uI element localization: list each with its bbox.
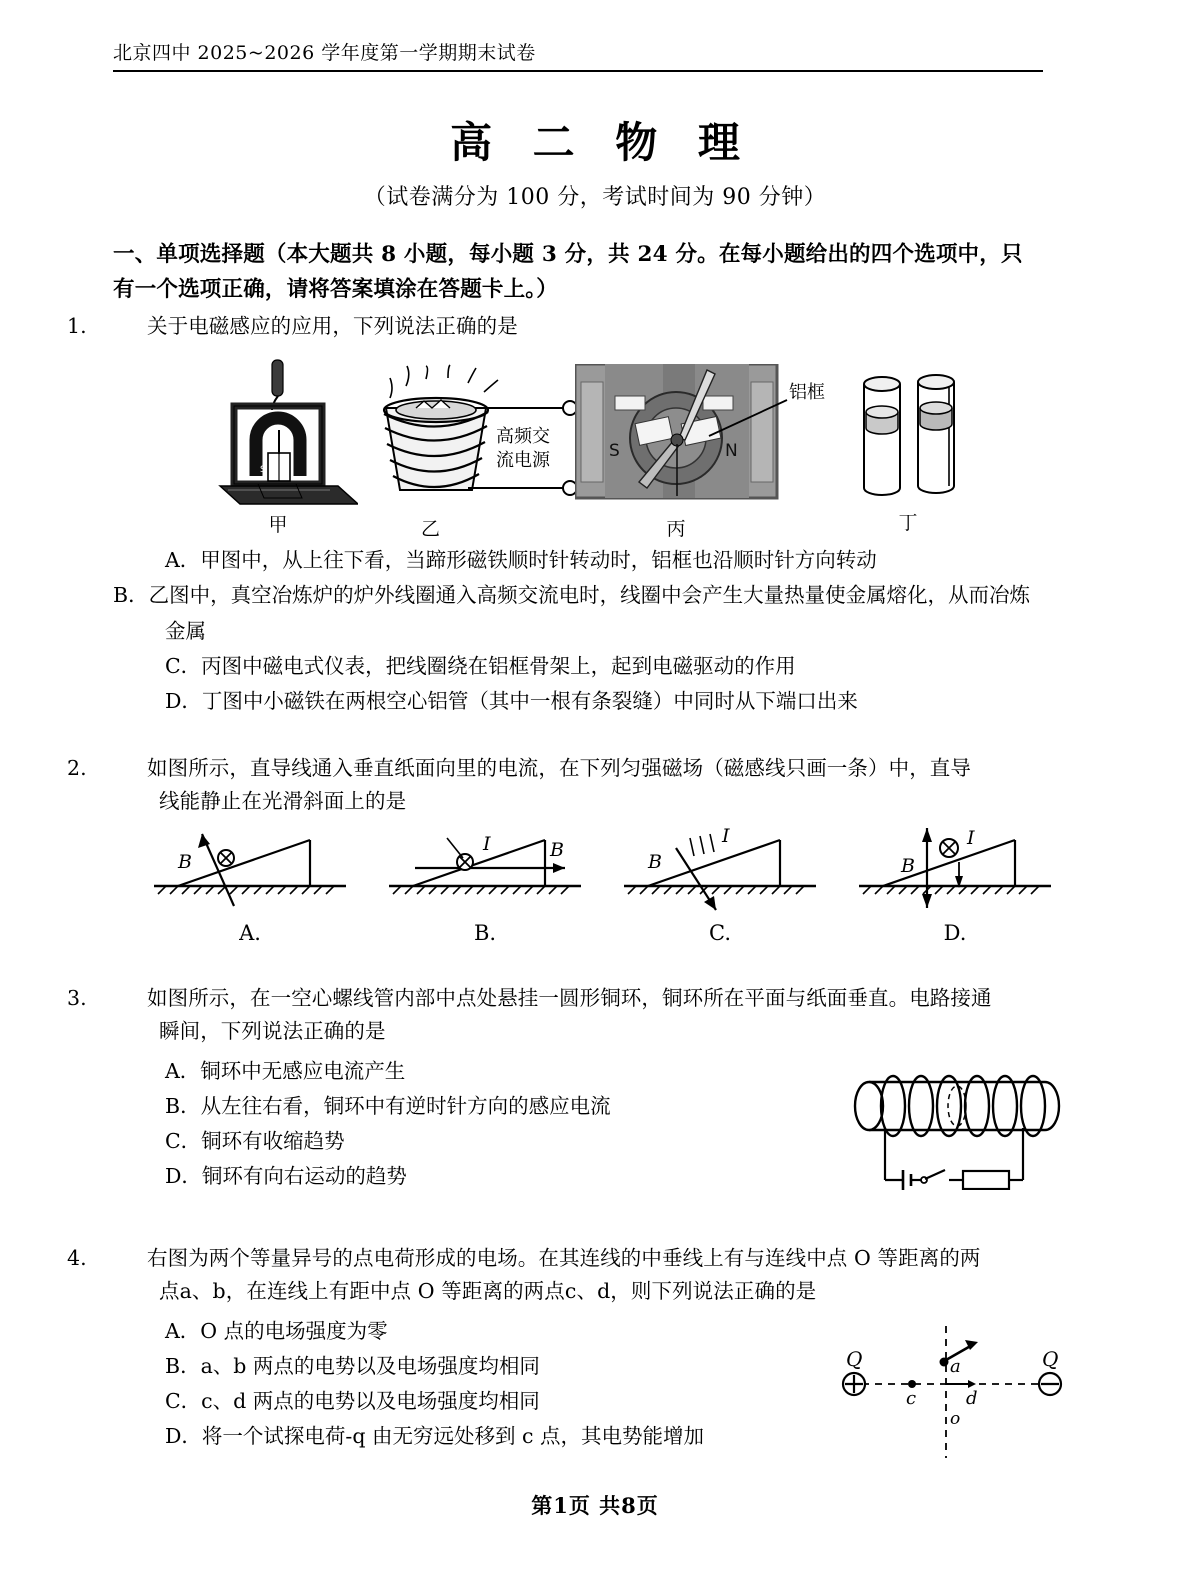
question-4-option-d: D．将一个试探电荷-q 由无穷远处移到 c 点，其电势能增加 [165, 1424, 705, 1449]
question-1-options [113, 543, 1048, 719]
question-4-text-1: 右图为两个等量异号的点电荷形成的电场。在其连线的中垂线上有与连线中点 O 等距离的两 [147, 1246, 981, 1270]
right-charge-label: Q [1042, 1347, 1059, 1371]
point-c-label: c [906, 1388, 917, 1409]
page-header [113, 42, 1043, 72]
question-2-number: 2. [67, 756, 87, 780]
figure-jia [198, 358, 358, 537]
question-3-stem-line-2: 瞬间，下列说法正确的是 [159, 1018, 386, 1043]
q2b-I-label: I [483, 833, 491, 855]
question-2-stem-line-1 [67, 752, 1048, 785]
question-4-figure [828, 1318, 1078, 1468]
question-4-stem-line-1 [67, 1242, 1048, 1275]
left-charge-label: Q [846, 1347, 863, 1371]
school-exam-line: 北京四中 2025~2026 学年度第一学期期末试卷 [113, 42, 536, 64]
figure-yi-caption: 乙 [420, 518, 440, 540]
question-2-stem-line-2: 线能静止在光滑斜面上的是 [159, 788, 407, 813]
figure-bing-caption: 丙 [666, 518, 686, 540]
q2-option-d-caption: D. [943, 921, 967, 945]
question-4-number: 4. [67, 1246, 87, 1270]
question-1-option-d: D．丁图中小磁铁在两根空心铝管（其中一根有条裂缝）中同时从下端口出来 [165, 689, 858, 713]
point-o-label: o [950, 1409, 961, 1429]
question-1-option-a: A．甲图中，从上往下看，当蹄形磁铁顺时针转动时，铝框也沿顺时针方向转动 [165, 548, 877, 572]
question-4-stem-line-2: 点a、b，在连线上有距中点 O 等距离的两点c、d，则下列说法正确的是 [159, 1278, 817, 1303]
figure-ding-caption: 丁 [898, 512, 918, 534]
question-1-figures [113, 358, 1048, 540]
ac-source-label-line1: 高频交 [496, 426, 550, 447]
q2d-B-label: B [901, 855, 915, 877]
question-1-option-b: B．乙图中，真空冶炼炉的炉外线圈通入高频交流电时，线圈中会产生大量热量使金属熔化，从而冶炼金属 [113, 583, 1031, 643]
magnet-pole-s-label: S [260, 465, 266, 475]
question-3-option-b: B．从左往右看，铜环中有逆时针方向的感应电流 [165, 1093, 611, 1118]
page-title: 高 二 物 理 [450, 118, 753, 167]
figure-jia-caption: 甲 [268, 514, 288, 536]
question-3-option-a: A．铜环中无感应电流产生 [165, 1058, 406, 1083]
figure-q2-c [620, 820, 820, 945]
header-divider [113, 70, 1043, 72]
pole-n-label: N [725, 441, 738, 461]
question-3-option-c: C．铜环有收缩趋势 [165, 1129, 345, 1154]
question-3-option-d: D．铜环有向右运动的趋势 [165, 1164, 407, 1189]
question-1-stem [67, 310, 1048, 343]
question-1 [67, 310, 1048, 343]
pole-s-label: S [609, 441, 620, 461]
question-3-stem-line-1 [67, 982, 1048, 1015]
point-d-label: d [966, 1388, 978, 1409]
question-2-figures [140, 820, 1090, 945]
question-4-option-c: C．c、d 两点的电势以及电场强度均相同 [165, 1389, 540, 1414]
question-1-text: 关于电磁感应的应用，下列说法正确的是 [147, 314, 518, 338]
figure-q2-a [150, 820, 350, 945]
figure-q2-b [385, 820, 585, 945]
figure-q2-d [855, 820, 1055, 945]
q2-option-a-caption: A. [239, 921, 261, 945]
q2c-I-label: I [722, 825, 730, 847]
q2b-B-label: B [550, 839, 564, 861]
question-2-text-1: 如图所示，直导线通入垂直纸面向里的电流，在下列匀强磁场（磁感线只画一条）中，直导 [147, 756, 971, 780]
question-3-text-1: 如图所示，在一空心螺线管内部中点处悬挂一圆形铜环，铜环所在平面与纸面垂直。电路接通 [147, 986, 992, 1010]
question-3-number: 3. [67, 986, 87, 1010]
q2a-B-label: B [178, 851, 192, 873]
question-2 [67, 752, 1048, 818]
q2c-B-label: B [648, 851, 662, 873]
q2d-I-label: I [967, 827, 975, 849]
figure-ding [848, 366, 968, 535]
exam-subtitle: （试卷满分为 100 分，考试时间为 90 分钟） [363, 185, 827, 210]
question-1-option-c: C．丙图中磁电式仪表，把线圈绕在铝框骨架上，起到电磁驱动的作用 [165, 653, 796, 678]
q2-option-b-caption: B. [473, 921, 497, 945]
aluminum-frame-label: 铝框 [789, 382, 825, 403]
ac-source-label-line2: 流电源 [496, 450, 550, 471]
point-a-label: a [950, 1356, 961, 1377]
question-4-option-b: B．a、b 两点的电势以及电场强度均相同 [165, 1353, 540, 1378]
q2-option-c-caption: C. [709, 921, 731, 945]
page-footer: 第1页 共8页 [531, 1493, 659, 1518]
question-4-option-a: A．O 点的电场强度为零 [165, 1318, 388, 1343]
section-heading: 一、单项选择题（本大题共 8 小题，每小题 3 分，共 24 分。在每小题给出的四个选项中，只有一个选项正确，请将答案填涂在答题卡上。） [113, 242, 1023, 302]
question-1-number: 1. [67, 314, 87, 338]
question-3-figure [845, 1050, 1085, 1190]
